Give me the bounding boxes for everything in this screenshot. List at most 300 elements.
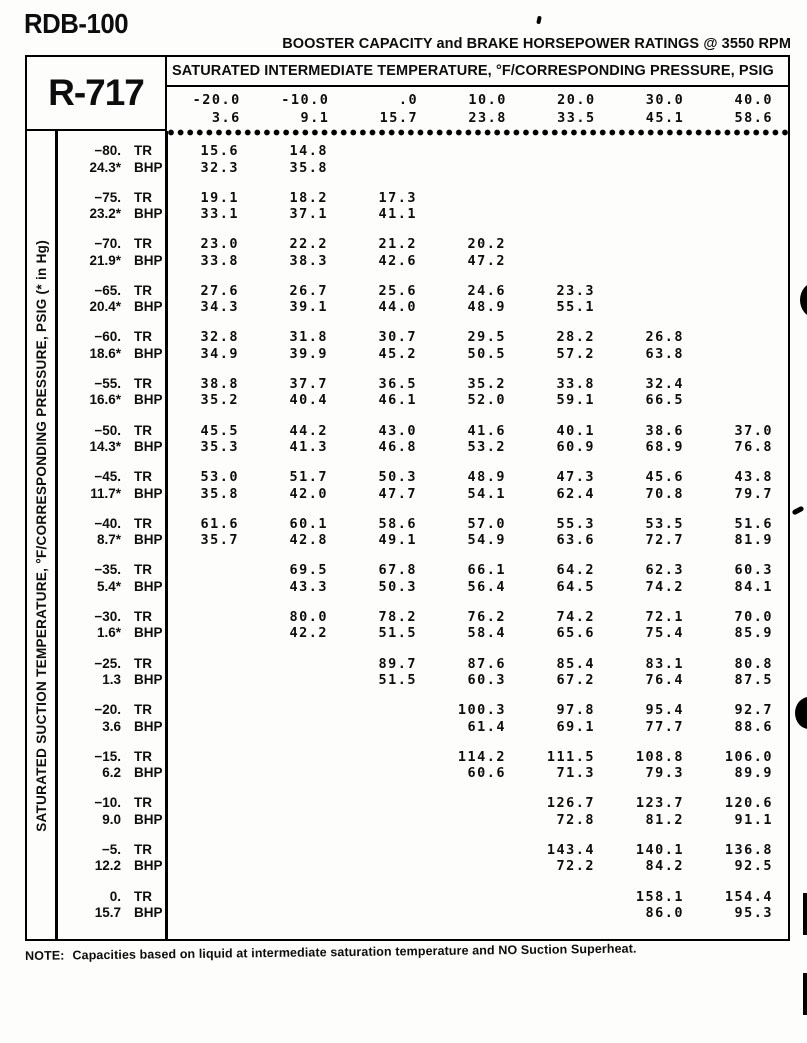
tr-value: 111.5 bbox=[546, 748, 595, 765]
tr-value: 21.2 bbox=[378, 236, 417, 253]
scan-artifact-dot bbox=[795, 697, 807, 729]
bhp-value: 76.4 bbox=[645, 672, 684, 689]
tr-value bbox=[165, 702, 239, 719]
value-cell bbox=[254, 469, 343, 502]
value-cell bbox=[343, 656, 432, 689]
value-cell bbox=[432, 749, 521, 782]
bhp-value: 54.1 bbox=[467, 485, 506, 502]
value-cell bbox=[610, 562, 699, 595]
tr-value: 108.8 bbox=[635, 748, 684, 765]
bhp-value: 40.4 bbox=[289, 392, 328, 409]
row-pressure: 1.3 bbox=[102, 672, 121, 688]
value-cell bbox=[521, 469, 610, 502]
value-cell bbox=[343, 609, 432, 642]
tr-unit-label: TR bbox=[134, 841, 152, 857]
value-cell bbox=[521, 283, 610, 316]
value-cell bbox=[254, 516, 343, 549]
bhp-value: 48.9 bbox=[467, 299, 506, 316]
value-cell bbox=[343, 469, 432, 502]
column-header bbox=[256, 91, 345, 131]
tr-value bbox=[432, 889, 506, 906]
tr-value bbox=[610, 236, 684, 253]
value-cell bbox=[521, 749, 610, 782]
scan-artifact-tick bbox=[792, 505, 805, 515]
bhp-value: 72.7 bbox=[645, 532, 684, 549]
bhp-value: 35.8 bbox=[289, 159, 328, 176]
tr-value: 70.0 bbox=[734, 608, 773, 625]
bhp-value: 47.2 bbox=[467, 252, 506, 269]
tr-unit-label: TR bbox=[134, 888, 152, 904]
model-number: RDB-100 bbox=[24, 8, 129, 39]
value-cell bbox=[165, 283, 254, 316]
value-cell bbox=[610, 516, 699, 549]
bhp-value bbox=[343, 905, 417, 922]
tr-unit-label: TR bbox=[134, 748, 152, 764]
bhp-value: 65.6 bbox=[556, 625, 595, 642]
row-temp: −80. bbox=[94, 143, 121, 158]
row-temp: −50. bbox=[94, 422, 121, 438]
tr-value: 33.8 bbox=[556, 375, 595, 392]
row-pressure: 8.7* bbox=[96, 532, 121, 548]
tr-unit-label: TR bbox=[134, 422, 152, 438]
bhp-value: 85.9 bbox=[734, 625, 773, 642]
scan-artifact-bar bbox=[803, 893, 807, 935]
value-cell bbox=[254, 562, 343, 595]
bhp-value bbox=[610, 206, 684, 223]
scan-artifact-ring bbox=[800, 282, 807, 318]
row-units bbox=[121, 702, 165, 735]
tr-value: 45.6 bbox=[645, 469, 684, 486]
value-cell bbox=[165, 795, 254, 828]
value-cell bbox=[165, 562, 254, 595]
tr-value bbox=[343, 842, 417, 859]
value-cell bbox=[254, 702, 343, 735]
tr-value: 30.7 bbox=[378, 329, 417, 346]
row-units bbox=[121, 423, 165, 456]
row-pressure: 5.4* bbox=[96, 578, 121, 594]
bhp-value: 58.4 bbox=[467, 625, 506, 642]
bhp-value: 95.3 bbox=[734, 905, 773, 921]
row-units bbox=[121, 609, 165, 642]
value-cell bbox=[254, 842, 343, 875]
row-temp: −15. bbox=[94, 748, 121, 764]
value-cell bbox=[343, 749, 432, 782]
bhp-value: 60.3 bbox=[467, 672, 506, 689]
column-header bbox=[433, 91, 522, 131]
bhp-value bbox=[699, 299, 773, 316]
ratings-table bbox=[25, 55, 790, 941]
bhp-unit-label: BHP bbox=[134, 206, 163, 222]
value-cell bbox=[610, 702, 699, 735]
value-cell bbox=[432, 236, 521, 269]
tr-value bbox=[699, 376, 773, 393]
tr-value: 23.3 bbox=[556, 282, 595, 299]
table-body bbox=[27, 131, 788, 940]
value-cell bbox=[699, 236, 788, 269]
bhp-unit-label: BHP bbox=[134, 718, 163, 734]
bhp-value: 60.6 bbox=[467, 765, 506, 782]
row-units bbox=[121, 236, 165, 269]
value-cell bbox=[432, 283, 521, 316]
value-cell bbox=[699, 283, 788, 316]
column-header bbox=[167, 91, 256, 131]
value-cell bbox=[432, 190, 521, 223]
tr-value: 120.6 bbox=[724, 795, 773, 812]
bhp-value bbox=[699, 206, 773, 223]
bhp-value: 42.0 bbox=[289, 485, 328, 502]
tr-value: 64.2 bbox=[556, 562, 595, 579]
tr-value: 80.0 bbox=[289, 608, 328, 625]
value-cell bbox=[610, 376, 699, 409]
col-pressure: 9.1 bbox=[300, 110, 330, 126]
bhp-value bbox=[254, 905, 328, 922]
value-cell bbox=[254, 143, 343, 176]
col-pressure: 23.8 bbox=[468, 110, 507, 126]
tr-value: 50.3 bbox=[378, 469, 417, 486]
value-cell bbox=[432, 423, 521, 456]
tr-value bbox=[610, 190, 684, 207]
bhp-value bbox=[343, 765, 417, 782]
tr-value: 47.3 bbox=[556, 469, 595, 486]
bhp-value bbox=[165, 719, 239, 736]
tr-value bbox=[343, 795, 417, 812]
tr-value: 69.5 bbox=[289, 562, 328, 579]
tr-value bbox=[699, 190, 773, 207]
bhp-value: 47.7 bbox=[378, 485, 417, 502]
row-units bbox=[121, 842, 165, 875]
tr-value: 41.6 bbox=[467, 422, 506, 439]
row-label bbox=[57, 609, 121, 642]
tr-unit-label: TR bbox=[134, 795, 152, 811]
value-cell bbox=[254, 190, 343, 223]
value-cell bbox=[254, 283, 343, 316]
value-cell bbox=[610, 236, 699, 269]
bhp-value: 39.1 bbox=[289, 299, 328, 316]
tr-value bbox=[254, 702, 328, 719]
col-pressure: 45.1 bbox=[645, 110, 685, 126]
bhp-value bbox=[165, 625, 239, 642]
bhp-value: 87.5 bbox=[734, 672, 773, 689]
bhp-unit-label: BHP bbox=[134, 578, 163, 594]
value-cell bbox=[343, 190, 432, 223]
row-label bbox=[57, 842, 121, 875]
row-units bbox=[121, 143, 165, 176]
bhp-value bbox=[521, 206, 595, 223]
value-cell bbox=[610, 889, 699, 922]
bhp-value bbox=[610, 299, 684, 316]
row-label bbox=[57, 656, 121, 689]
tr-value: 37.0 bbox=[734, 422, 773, 439]
bhp-value: 62.4 bbox=[556, 485, 595, 502]
row-pressure: 12.2 bbox=[94, 858, 121, 874]
row-label bbox=[57, 329, 121, 362]
value-cell bbox=[165, 702, 254, 735]
value-cell bbox=[610, 329, 699, 362]
col-temp: 20.0 bbox=[557, 92, 596, 108]
row-label bbox=[57, 283, 121, 316]
bhp-value: 69.1 bbox=[556, 718, 595, 735]
row-temp: 0. bbox=[109, 888, 121, 904]
tr-value: 95.4 bbox=[645, 702, 684, 719]
value-cell bbox=[343, 562, 432, 595]
bhp-value bbox=[254, 765, 328, 782]
tr-value: 26.7 bbox=[289, 282, 328, 299]
row-units bbox=[121, 329, 165, 362]
tr-unit-label: TR bbox=[134, 375, 152, 391]
bhp-value: 61.4 bbox=[467, 718, 506, 735]
value-cell bbox=[165, 842, 254, 875]
tr-value: 85.4 bbox=[556, 655, 595, 672]
value-cell bbox=[165, 329, 254, 362]
bhp-value: 50.5 bbox=[467, 345, 506, 362]
bhp-unit-label: BHP bbox=[134, 905, 163, 920]
tr-value bbox=[254, 656, 328, 673]
row-temp: −20. bbox=[94, 702, 121, 718]
value-cell bbox=[254, 656, 343, 689]
row-pressure: 24.3* bbox=[89, 159, 121, 175]
tr-value bbox=[610, 283, 684, 300]
bhp-value: 68.9 bbox=[645, 439, 684, 456]
tr-value: 143.4 bbox=[546, 841, 595, 858]
row-pressure: 16.6* bbox=[89, 392, 121, 408]
tr-unit-label: TR bbox=[134, 236, 152, 252]
bhp-value: 84.1 bbox=[734, 578, 773, 595]
bhp-value: 46.8 bbox=[378, 439, 417, 456]
table-row bbox=[57, 795, 788, 828]
tr-value bbox=[699, 329, 773, 346]
tr-value: 35.2 bbox=[467, 375, 506, 392]
tr-value: 53.0 bbox=[200, 469, 239, 486]
bhp-value: 45.2 bbox=[378, 345, 417, 362]
row-units bbox=[121, 749, 165, 782]
value-cell bbox=[521, 795, 610, 828]
tr-value: 126.7 bbox=[546, 795, 595, 812]
bhp-unit-label: BHP bbox=[134, 345, 163, 361]
value-cell bbox=[610, 423, 699, 456]
bhp-value bbox=[521, 160, 595, 177]
value-cell bbox=[432, 842, 521, 875]
value-cell bbox=[165, 190, 254, 223]
tr-unit-label: TR bbox=[134, 655, 152, 671]
row-units bbox=[121, 889, 165, 922]
value-cell bbox=[521, 423, 610, 456]
column-header bbox=[344, 91, 433, 131]
tr-value bbox=[254, 795, 328, 812]
tr-value: 89.7 bbox=[378, 655, 417, 672]
value-cell bbox=[610, 143, 699, 176]
tr-value bbox=[165, 749, 239, 766]
row-units bbox=[121, 562, 165, 595]
value-cell bbox=[521, 516, 610, 549]
table-row bbox=[57, 656, 788, 689]
tr-value bbox=[254, 842, 328, 859]
bhp-value: 59.1 bbox=[556, 392, 595, 409]
row-units bbox=[121, 376, 165, 409]
value-cell bbox=[254, 795, 343, 828]
row-label bbox=[57, 236, 121, 269]
tr-value: 38.6 bbox=[645, 422, 684, 439]
tr-value: 123.7 bbox=[635, 795, 684, 812]
value-cell bbox=[343, 236, 432, 269]
tr-value: 23.0 bbox=[200, 236, 239, 253]
tr-value: 37.7 bbox=[289, 375, 328, 392]
tr-value bbox=[521, 143, 595, 160]
bhp-value: 46.1 bbox=[378, 392, 417, 409]
row-pressure: 1.6* bbox=[96, 625, 121, 641]
row-pressure: 11.7* bbox=[90, 485, 121, 501]
value-cell bbox=[165, 889, 254, 922]
bhp-unit-label: BHP bbox=[134, 532, 163, 548]
value-cell bbox=[699, 469, 788, 502]
tr-value bbox=[343, 749, 417, 766]
bhp-value: 72.8 bbox=[556, 811, 595, 828]
tr-value bbox=[343, 143, 417, 160]
tr-value: 158.1 bbox=[635, 888, 684, 905]
value-cell bbox=[165, 656, 254, 689]
tr-value: 61.6 bbox=[200, 515, 239, 532]
bhp-value: 91.1 bbox=[734, 811, 773, 828]
value-cell bbox=[699, 423, 788, 456]
bhp-unit-label: BHP bbox=[134, 252, 163, 268]
tr-value: 31.8 bbox=[289, 329, 328, 346]
tr-value: 45.5 bbox=[200, 422, 239, 439]
bhp-value: 35.3 bbox=[200, 439, 239, 456]
tr-value: 26.8 bbox=[645, 329, 684, 346]
value-cell bbox=[165, 376, 254, 409]
value-cell bbox=[610, 190, 699, 223]
tr-value: 17.3 bbox=[378, 189, 417, 206]
tr-value: 51.6 bbox=[734, 515, 773, 532]
bhp-value: 81.2 bbox=[645, 811, 684, 828]
bhp-value: 71.3 bbox=[556, 765, 595, 782]
value-cell bbox=[699, 516, 788, 549]
value-cell bbox=[699, 842, 788, 875]
tr-value bbox=[343, 889, 417, 906]
value-cell bbox=[521, 376, 610, 409]
table-row bbox=[57, 749, 788, 782]
bhp-value: 55.1 bbox=[556, 299, 595, 316]
tr-unit-label: TR bbox=[134, 143, 152, 158]
table-row bbox=[57, 469, 788, 502]
bhp-value: 42.8 bbox=[289, 532, 328, 549]
value-cell bbox=[521, 562, 610, 595]
value-cell bbox=[699, 376, 788, 409]
bhp-value: 51.5 bbox=[378, 625, 417, 642]
bhp-value bbox=[521, 905, 595, 922]
value-cell bbox=[254, 749, 343, 782]
bhp-value bbox=[165, 905, 239, 922]
value-cell bbox=[521, 329, 610, 362]
bhp-value bbox=[699, 253, 773, 270]
tr-value: 32.8 bbox=[200, 329, 239, 346]
value-cell bbox=[343, 283, 432, 316]
bhp-value: 53.2 bbox=[467, 439, 506, 456]
bhp-value: 77.7 bbox=[645, 718, 684, 735]
tr-value: 80.8 bbox=[734, 655, 773, 672]
tr-value bbox=[165, 889, 239, 906]
bhp-value: 56.4 bbox=[467, 578, 506, 595]
value-cell bbox=[432, 376, 521, 409]
tr-value: 43.8 bbox=[734, 469, 773, 486]
bhp-value: 35.8 bbox=[200, 485, 239, 502]
tr-value bbox=[610, 143, 684, 160]
bhp-value: 43.3 bbox=[289, 578, 328, 595]
tr-value: 140.1 bbox=[635, 841, 684, 858]
bhp-unit-label: BHP bbox=[134, 625, 163, 641]
table-row bbox=[57, 889, 788, 922]
bhp-value: 51.5 bbox=[378, 672, 417, 689]
col-temp: 40.0 bbox=[734, 92, 774, 108]
bhp-value bbox=[699, 346, 773, 363]
tr-value: 29.5 bbox=[467, 329, 506, 346]
tr-value bbox=[165, 656, 239, 673]
bhp-value bbox=[165, 672, 239, 689]
row-units bbox=[121, 190, 165, 223]
tr-value bbox=[432, 190, 506, 207]
value-cell bbox=[610, 842, 699, 875]
tr-value: 18.2 bbox=[289, 189, 328, 206]
bhp-value: 49.1 bbox=[378, 532, 417, 549]
bhp-value: 52.0 bbox=[467, 392, 506, 409]
bhp-value: 84.2 bbox=[645, 858, 684, 875]
bhp-value: 63.6 bbox=[556, 532, 595, 549]
bhp-unit-label: BHP bbox=[134, 811, 163, 827]
table-row bbox=[57, 236, 788, 269]
row-label bbox=[57, 423, 121, 456]
row-label bbox=[57, 143, 121, 176]
value-cell bbox=[343, 702, 432, 735]
scan-artifact-bar bbox=[803, 973, 807, 1015]
value-cell bbox=[432, 562, 521, 595]
row-label bbox=[57, 469, 121, 502]
col-pressure: 58.6 bbox=[734, 110, 774, 126]
row-temp: −25. bbox=[94, 655, 121, 671]
value-cell bbox=[165, 469, 254, 502]
bhp-value: 37.1 bbox=[289, 206, 328, 223]
tr-unit-label: TR bbox=[134, 608, 152, 624]
value-cell bbox=[610, 795, 699, 828]
tr-unit-label: TR bbox=[134, 562, 152, 578]
row-temp: −40. bbox=[94, 515, 121, 531]
value-cell bbox=[699, 609, 788, 642]
tr-value: 27.6 bbox=[200, 282, 239, 299]
tr-value bbox=[343, 702, 417, 719]
value-cell bbox=[521, 889, 610, 922]
bhp-value: 66.5 bbox=[645, 392, 684, 409]
row-temp: −75. bbox=[94, 189, 121, 205]
value-cell bbox=[521, 702, 610, 735]
tr-value: 43.0 bbox=[378, 422, 417, 439]
value-cell bbox=[699, 656, 788, 689]
table-header bbox=[27, 57, 788, 131]
tr-value: 62.3 bbox=[645, 562, 684, 579]
value-cell bbox=[343, 376, 432, 409]
table-row bbox=[57, 143, 788, 176]
tr-value bbox=[432, 842, 506, 859]
value-cell bbox=[343, 423, 432, 456]
value-cell bbox=[343, 516, 432, 549]
row-pressure: 9.0 bbox=[102, 811, 121, 827]
bhp-value: 42.6 bbox=[378, 252, 417, 269]
value-cell bbox=[699, 749, 788, 782]
bhp-value bbox=[165, 812, 239, 829]
bhp-value: 32.3 bbox=[200, 159, 239, 176]
value-cell bbox=[521, 656, 610, 689]
bhp-value: 42.2 bbox=[289, 625, 328, 642]
bhp-value bbox=[254, 812, 328, 829]
table-row bbox=[57, 423, 788, 456]
tr-value: 154.4 bbox=[724, 888, 773, 905]
